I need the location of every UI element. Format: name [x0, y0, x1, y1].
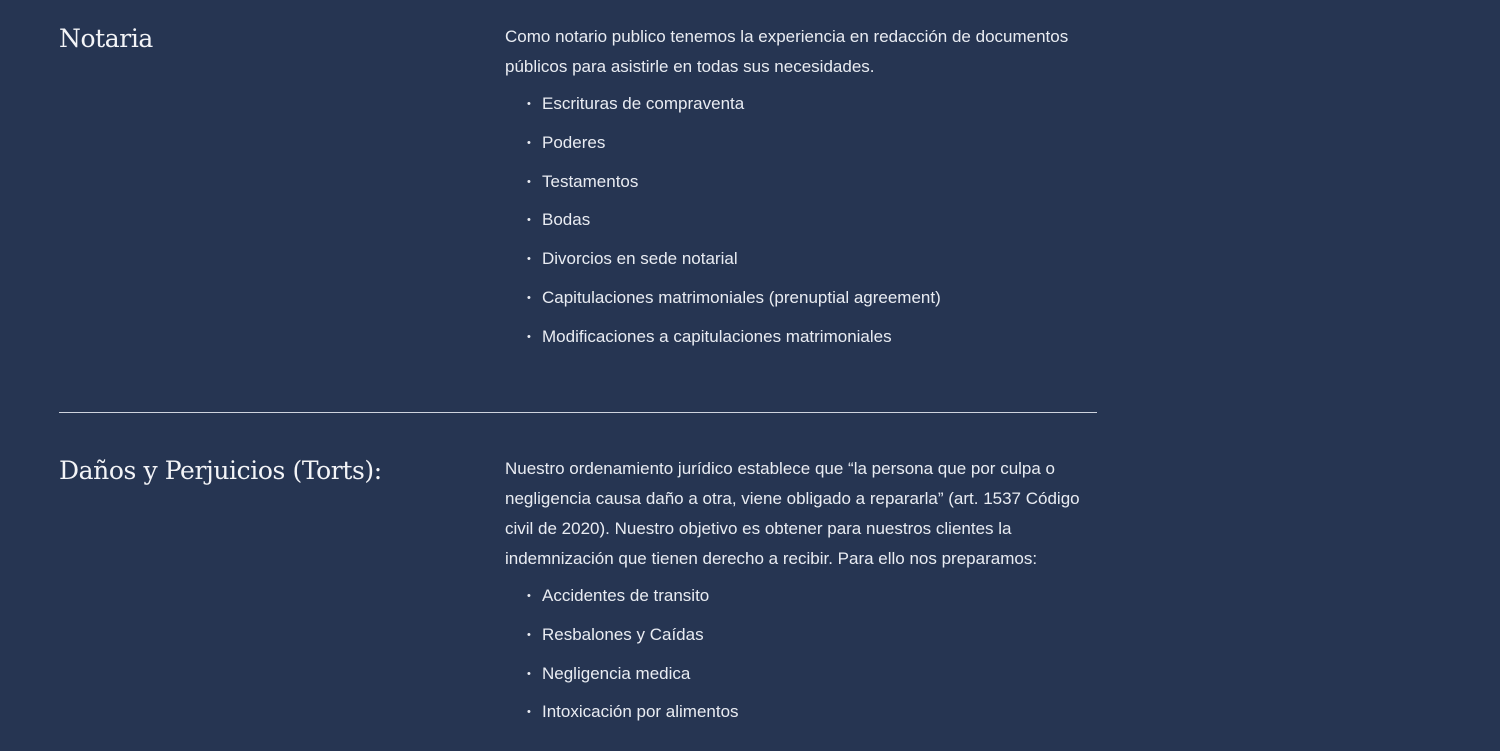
list-item [505, 701, 1105, 740]
list-item-label: Capitulaciones matrimoniales (prenuptial agreement) [542, 287, 941, 307]
section-divider [59, 412, 1097, 413]
bullet-icon: • [527, 98, 531, 110]
service-list [505, 93, 1105, 365]
list-item-label: Escrituras de compraventa [542, 94, 745, 113]
list-item-label: Intoxicación por alimentos [542, 702, 739, 722]
list-item-label: Bodas [542, 210, 591, 230]
bullet-icon: • [527, 667, 531, 680]
bullet-icon: • [527, 175, 531, 188]
section-intro: Nuestro ordenamiento jurídico establece que “la persona que por culpa o negligencia causa daño a otra, viene obligado a repararla” (art. 1537 Código civil de 2020). Nuestro objetivo es obtener para nuestros clientes la indemnización que tienen derecho a recibir. Para ello nos preparamos: [505, 459, 1080, 568]
bullet-icon: • [527, 628, 531, 641]
bullet-icon: • [527, 214, 531, 227]
list-item [505, 132, 1105, 171]
list-item-label: Poderes [542, 132, 606, 152]
list-item [505, 326, 1105, 365]
bullet-icon: • [527, 291, 531, 304]
list-item [505, 624, 1105, 663]
bullet-icon: • [527, 590, 531, 602]
bullet-icon: • [527, 136, 531, 149]
section-content [505, 22, 1105, 365]
list-item [505, 209, 1105, 248]
bullet-icon: • [527, 330, 531, 343]
list-item-label: Resbalones y Caídas [542, 624, 704, 644]
section-heading: Daños y Perjuicios (Torts): [59, 456, 382, 485]
list-item [505, 287, 1105, 326]
list-item [505, 663, 1105, 702]
bullet-icon: • [527, 253, 531, 266]
list-item-label: Modificaciones a capitulaciones matrimoniales [542, 326, 892, 346]
section-content [505, 454, 1105, 740]
list-item-label: Divorcios en sede notarial [542, 249, 738, 269]
list-item [505, 248, 1105, 287]
list-item-label: Negligencia medica [542, 663, 691, 683]
list-item-label: Testamentos [542, 171, 639, 191]
section-intro: Como notario publico tenemos la experiencia en redacción de documentos públicos para asistirle en todas sus necesidades. [505, 27, 1069, 76]
list-item-label: Accidentes de transito [542, 586, 710, 605]
bullet-icon: • [527, 706, 531, 719]
list-item [505, 93, 1105, 132]
service-list [505, 585, 1105, 740]
list-item [505, 171, 1105, 210]
list-item [505, 585, 1105, 624]
section-heading: Notaria [59, 24, 153, 53]
